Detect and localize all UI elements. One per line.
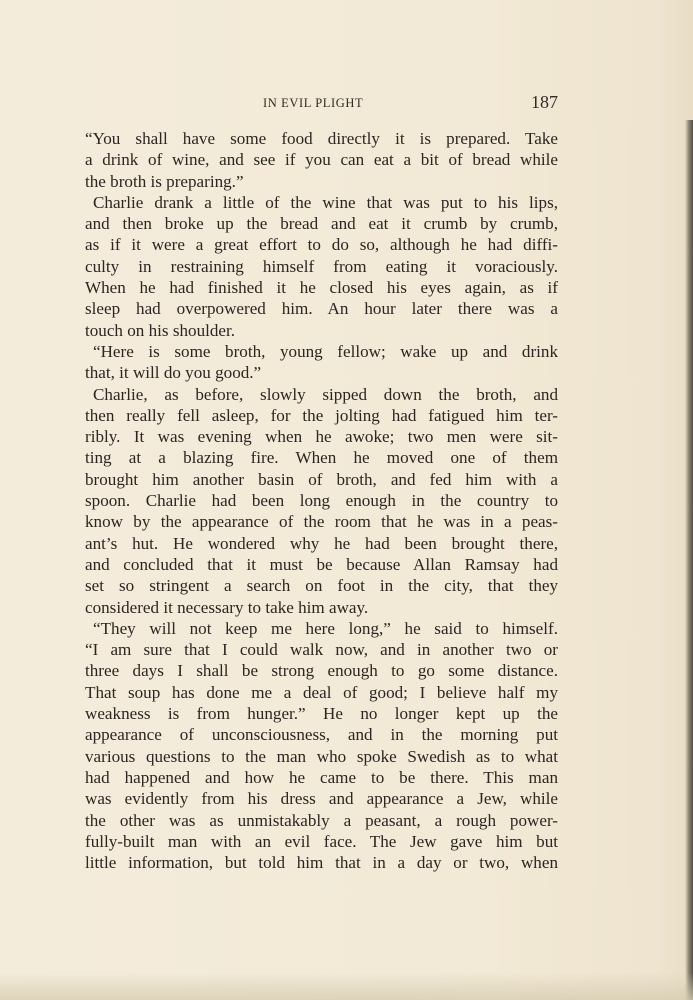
text-line: “I am sure that I could walk now, and in another two or: [85, 640, 558, 660]
text-line: three days I shall be strong enough to go some distance.: [85, 661, 558, 681]
text-line: culty in restraining himself from eating it voraciously.: [85, 256, 558, 276]
running-title: IN EVIL PLIGHT: [263, 96, 364, 110]
text-line: “Here is some broth, young fellow; wake up and drink: [93, 341, 558, 361]
page-bottom-shadow: [0, 972, 693, 1000]
text-line: the broth is preparing.”: [85, 171, 244, 191]
text-line: weakness is from hunger.” He no longer kept up the: [85, 704, 558, 724]
text-line: When he had finished it he closed his eyes again, as if: [85, 278, 558, 298]
text-line: fully-built man with an evil face. The Jew gave him but: [85, 831, 558, 851]
text-line: appearance of unconsciousness, and in the morning put: [85, 725, 558, 745]
text-line: had happened and how he came to be there. This man: [85, 767, 558, 787]
page-edge-shadow: [685, 120, 693, 1000]
text-line: that, it will do you good.”: [85, 363, 262, 383]
text-line: various questions to the man who spoke Swedish as to what: [85, 746, 558, 766]
text-line: “You shall have some food directly it is prepared. Take: [85, 129, 558, 148]
text-line: ant’s hut. He wondered why he had been brought there,: [85, 533, 558, 553]
text-line: Charlie, as before, slowly sipped down the broth, and: [93, 384, 558, 404]
text-line: “They will not keep me here long,” he said to himself.: [93, 618, 558, 638]
text-line: set so stringent a search on foot in the city, that they: [85, 576, 558, 596]
text-line: little information, but told him that in a day or two, when: [85, 853, 558, 873]
text-line: a drink of wine, and see if you can eat a bit of bread while: [85, 150, 558, 170]
text-line: the other was as unmistakably a peasant, a rough power-: [85, 810, 558, 830]
text-line: spoon. Charlie had been long enough in the country to: [85, 491, 558, 511]
text-line: sleep had overpowered him. An hour later there was a: [85, 299, 558, 319]
text-line: brought him another basin of broth, and fed him with a: [85, 469, 558, 489]
text-line: considered it necessary to take him away.: [85, 597, 369, 617]
text-line: touch on his shoulder.: [85, 320, 236, 340]
running-head: [84, 92, 558, 114]
text-line: and then broke up the bread and eat it crumb by crumb,: [85, 214, 558, 234]
text-line: know by the appearance of the room that he was in a peas-: [85, 512, 558, 532]
text-line: and concluded that it must be because Allan Ramsay had: [85, 554, 558, 574]
body-text: [85, 128, 558, 873]
text-line: Charlie drank a little of the wine that was put to his lips,: [93, 192, 558, 212]
text-line: ting at a blazing fire. When he moved one of them: [85, 448, 558, 468]
text-line: was evidently from his dress and appearance a Jew, while: [85, 789, 558, 809]
text-line: That soup has done me a deal of good; I believe half my: [85, 682, 558, 702]
text-line: then really fell asleep, for the jolting had fatigued him ter-: [85, 405, 558, 425]
page-number: 187: [531, 92, 558, 112]
text-line: as if it were a great effort to do so, although he had diffi-: [85, 235, 558, 255]
text-line: ribly. It was evening when he awoke; two men were sit-: [85, 427, 558, 447]
